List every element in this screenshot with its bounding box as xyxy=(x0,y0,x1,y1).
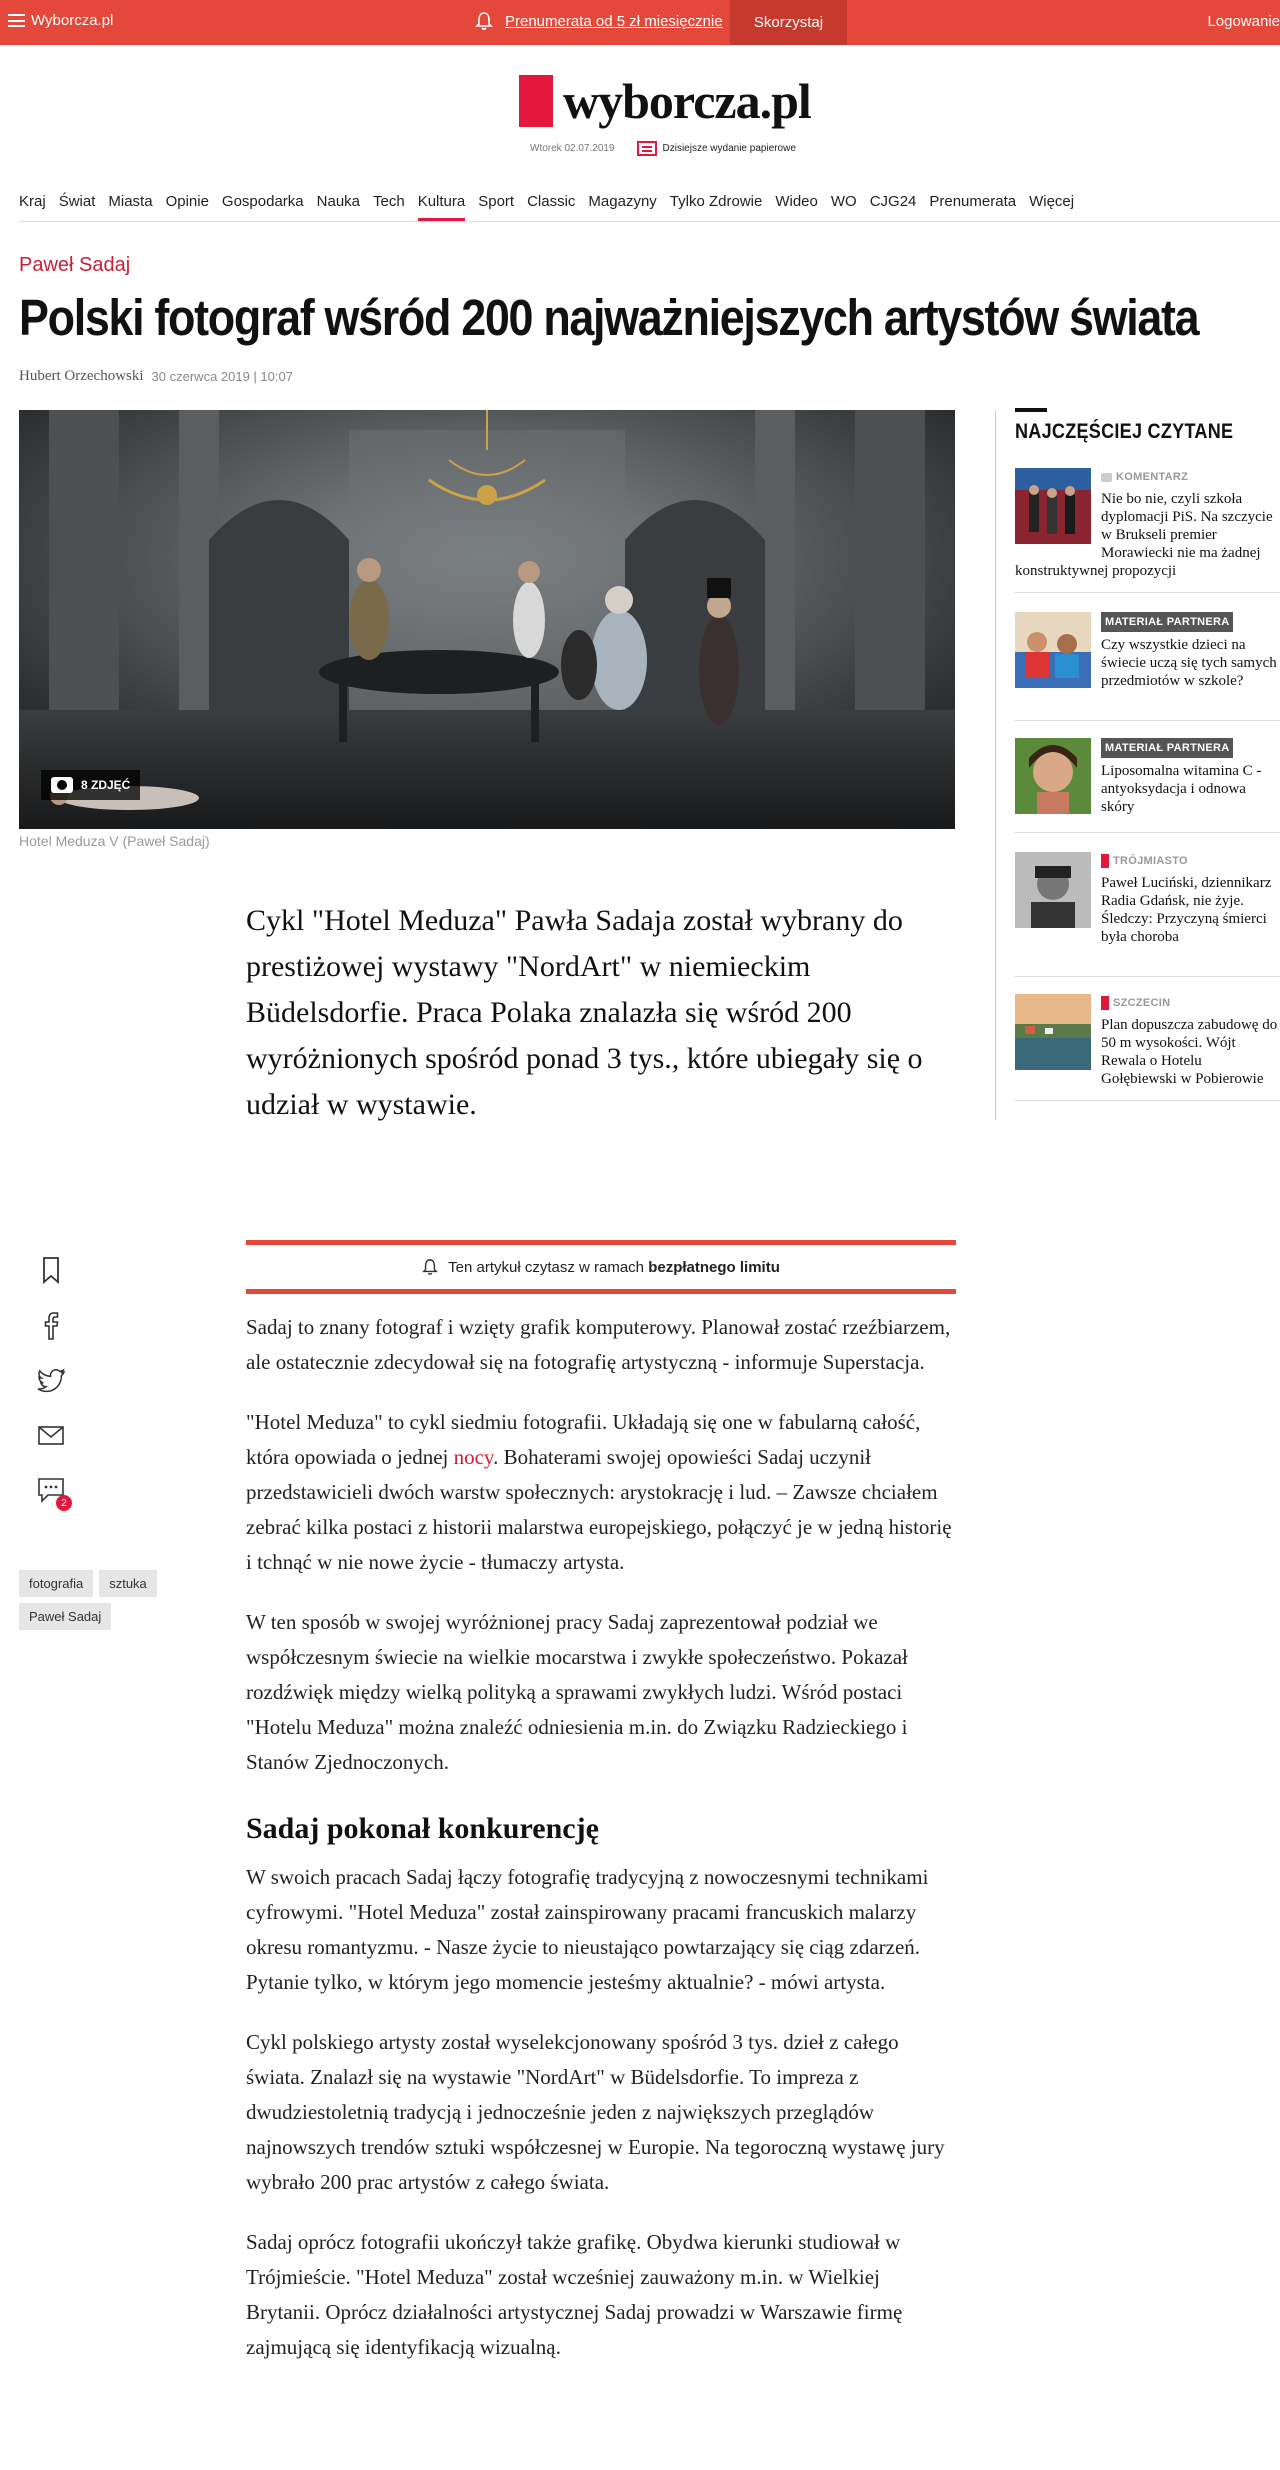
nav-item-wo[interactable]: WO xyxy=(830,193,857,210)
paragraph: Sadaj to znany fotograf i wzięty grafik komputerowy. Planował zostać rzeźbiarzem, ale ostatecznie zdecydował się na fotografię artystyczną - informuje Superstacja. xyxy=(246,1315,951,1374)
article-label: SZCZECIN xyxy=(1101,994,1170,1012)
nav-item-więcej[interactable]: Więcej xyxy=(1029,193,1075,210)
bell-icon xyxy=(475,11,493,31)
nav-divider xyxy=(19,221,1280,222)
top-bar xyxy=(0,0,1280,45)
tag[interactable]: fotografia xyxy=(19,1570,93,1597)
comments-button[interactable] xyxy=(36,1475,67,1509)
nav-item-kraj[interactable]: Kraj xyxy=(19,193,46,210)
logo-text: wyborcza.pl xyxy=(563,73,811,129)
article-thumbnail xyxy=(1015,994,1091,1070)
article-label: KOMENTARZ xyxy=(1101,468,1188,486)
paragraph: "Hotel Meduza" to cykl siedmiu fotografii. Układają się one w fabularną całość, która opowiada o jednej nocy. Bohaterami swojej opowieści Sadaj uczynił przedstawicieli dwóch warstw społecznych: arystokrację i lud. – Zawsze chciałem zebrać kilka postaci z historii malarstwa europejskiego, połączyć je w jedną historię i tchnąć w nie nowe życie - tłumaczy artysta. xyxy=(246,1410,952,1574)
email-icon[interactable] xyxy=(36,1420,66,1450)
twitter-icon[interactable] xyxy=(36,1365,66,1395)
subscription-promo-link[interactable] xyxy=(475,11,723,31)
sidebar-separator xyxy=(1015,976,1280,977)
sidebar-separator xyxy=(1015,720,1280,721)
free-limit-notice xyxy=(246,1240,956,1294)
login-link[interactable]: Logowanie xyxy=(1207,13,1280,30)
nav-item-magazyny[interactable]: Magazyny xyxy=(588,193,657,210)
article-thumbnail xyxy=(1015,738,1091,814)
article-headline: Liposomalna witamina C - antyoksydacja i odnowa skóry xyxy=(1101,763,1262,815)
nav-item-wideo[interactable]: Wideo xyxy=(775,193,818,210)
bell-icon xyxy=(422,1258,438,1276)
photo-caption: Hotel Meduza V (Paweł Sadaj) xyxy=(19,833,210,849)
nav-item-miasta[interactable]: Miasta xyxy=(108,193,153,210)
nav-item-sport[interactable]: Sport xyxy=(478,193,515,210)
logo-mark xyxy=(519,75,553,127)
photo-gallery-button[interactable] xyxy=(41,770,140,800)
subscribe-button[interactable]: Skorzystaj xyxy=(730,0,847,45)
nav-item-gospodarka[interactable]: Gospodarka xyxy=(221,193,304,210)
nav-item-tech[interactable]: Tech xyxy=(373,193,405,210)
sidebar-separator xyxy=(1015,592,1280,593)
comment-bubble-icon xyxy=(1101,473,1112,482)
sidebar-article[interactable] xyxy=(1015,994,1280,1088)
nav-item-świat[interactable]: Świat xyxy=(58,193,96,210)
author-name[interactable]: Hubert Orzechowski xyxy=(19,368,144,384)
menu-button[interactable] xyxy=(8,12,113,29)
tag[interactable]: sztuka xyxy=(99,1570,157,1597)
camera-icon xyxy=(51,777,73,793)
paragraph: Sadaj oprócz fotografii ukończył także grafikę. Obydwa kierunki studiował w Trójmieście. "Hotel Meduza" został wcześniej zauważony m.in. w Wielkiej Brytanii. Oprócz działalności artystycznej Sadaj prowadzi w Warszawie firmę zajmującą się identyfikacją wizualną. xyxy=(246,2230,903,2359)
nav-item-classic[interactable]: Classic xyxy=(527,193,576,210)
inline-link-noc[interactable]: nocy xyxy=(453,1445,494,1469)
article-thumbnail xyxy=(1015,468,1091,544)
nav-item-kultura[interactable]: Kultura xyxy=(418,193,466,221)
tag[interactable]: Paweł Sadaj xyxy=(19,1603,111,1630)
paper-edition-link[interactable] xyxy=(637,141,796,156)
facebook-icon[interactable] xyxy=(36,1310,66,1340)
article-lead: Cykl "Hotel Meduza" Pawła Sadaja został wybrany do prestiżowej wystawy "NordArt" w niemieckim Büdelsdorfie. Praca Polaka znalazła się wśród 200 wyróżnionych spośród ponad 3 tys., które ubiegały się o udział w wystawie. xyxy=(246,904,923,1121)
article-headline: Paweł Luciński, dziennikarz Radia Gdańsk, nie żyje. Śledczy: Przyczyną śmierci była choroba xyxy=(1101,875,1272,945)
sidebar-title: NAJCZĘŚCIEJ CZYTANE xyxy=(1015,420,1234,443)
comment-count-badge: 2 xyxy=(56,1495,72,1511)
paragraph: W ten sposób w swojej wyróżnionej pracy Sadaj zaprezentował podział we współczesnym świecie na wielkie mocarstwa i zwykłe społeczeństwo. Pokazał rozdźwięk między wielką polityką a sprawami zwykłych ludzi. Wśród postaci "Hotelu Meduza" można znaleźć odniesienia m.in. do Związku Radzieckiego i Stanów Zjednoczonych. xyxy=(246,1610,908,1774)
newspaper-icon xyxy=(637,141,657,156)
sidebar-title-accent xyxy=(1015,408,1047,412)
limit-text: Ten artykuł czytasz w ramach bezpłatnego limitu xyxy=(448,1258,780,1276)
hamburger-icon xyxy=(8,14,25,27)
paragraph: Cykl polskiego artysty został wyselekcjonowany spośród 3 tys. dzieł z całego świata. Znalazł się na wystawie "NordArt" w Büdelsdorfie. To impreza z dwudziestoletnią tradycją i jednocześnie jeden z największych przeglądów najnowszych trendów sztuki współczesnej w Europie. Na tegoroczną wystawę jury wybrało 200 prac artystów z całego świata. xyxy=(246,2030,945,2194)
sidebar-separator xyxy=(1015,1100,1280,1101)
sidebar-article[interactable] xyxy=(1015,612,1280,690)
sidebar-separator xyxy=(1015,832,1280,833)
promo-text: Prenumerata od 5 zł miesięcznie xyxy=(505,12,723,30)
article-headline: Plan dopuszcza zabudowę do 50 m wysokości. Wójt Rewala o Hotelu Gołębiewski w Pobierowie xyxy=(1101,1017,1278,1087)
sidebar-article[interactable] xyxy=(1015,852,1280,946)
site-logo[interactable] xyxy=(519,72,811,130)
article-body xyxy=(246,1310,956,2390)
sidebar-divider xyxy=(995,410,996,1120)
publish-date: 30 czerwca 2019 | 10:07 xyxy=(151,369,293,384)
paragraph: W swoich pracach Sadaj łączy fotografię tradycyjną z nowoczesnymi technikami cyfrowymi. "Hotel Meduza" został zainspirowany pracami francuskich malarzy okresu romantyzmu. - Nasze życie to nieustająco powtarzający się ciąg zdarzeń. Pytanie tylko, w którym jego momencie jesteśmy aktualnie? - mówi artysta. xyxy=(246,1865,929,1994)
paper-edition-label: Dzisiejsze wydanie papierowe xyxy=(662,143,796,154)
byline xyxy=(19,368,293,385)
nav-item-nauka[interactable]: Nauka xyxy=(316,193,360,210)
hero-photo[interactable] xyxy=(19,410,955,829)
dateline xyxy=(530,141,796,156)
article-headline: Czy wszystkie dzieci na świecie uczą się tych samych przedmiotów w szkole? xyxy=(1101,637,1277,689)
article-label: TRÓJMIASTO xyxy=(1101,852,1188,870)
article-headline: Nie bo nie, czyli szkoła dyplomacji PiS. Na szczycie w Brukseli premier Morawiecki nie ma żadnej konstruktywnej propozycji xyxy=(1015,491,1273,579)
main-nav xyxy=(19,193,1087,221)
current-date: Wtorek 02.07.2019 xyxy=(530,143,615,154)
nav-item-prenumerata[interactable]: Prenumerata xyxy=(929,193,1017,210)
nav-item-cjg24[interactable]: CJG24 xyxy=(869,193,917,210)
nav-item-tylko-zdrowie[interactable]: Tylko Zdrowie xyxy=(669,193,763,210)
article-label: MATERIAŁ PARTNERA xyxy=(1101,738,1233,758)
article-thumbnail xyxy=(1015,852,1091,928)
article-kicker[interactable]: Paweł Sadaj xyxy=(19,254,131,276)
hero-illustration xyxy=(19,410,955,829)
sidebar-article[interactable] xyxy=(1015,468,1280,580)
photo-count: 8 ZDJĘĆ xyxy=(81,778,131,792)
article-thumbnail xyxy=(1015,612,1091,688)
article-label: MATERIAŁ PARTNERA xyxy=(1101,612,1233,632)
section-heading: Sadaj pokonał konkurencję xyxy=(246,1812,599,1845)
bookmark-icon[interactable] xyxy=(36,1255,66,1285)
article-title: Polski fotograf wśród 200 najważniejszych artystów świata xyxy=(19,289,1199,346)
nav-item-opinie[interactable]: Opinie xyxy=(165,193,209,210)
sidebar-article[interactable] xyxy=(1015,738,1280,816)
site-label: Wyborcza.pl xyxy=(31,12,114,29)
tag-list xyxy=(19,1570,179,1630)
